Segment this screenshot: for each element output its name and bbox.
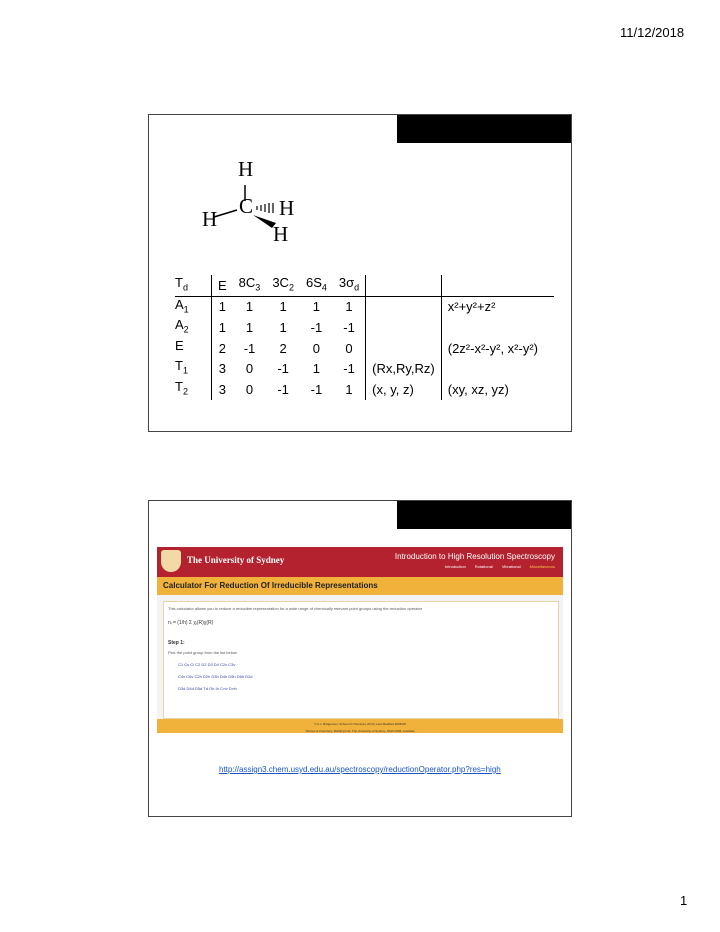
char-row-a2: $A_2$ 1 1 1 -1 -1 [175, 317, 554, 338]
reduction-operator-link[interactable]: http://assign3.chem.usyd.edu.au/spectroscopy/reductionOperator.php?res=high [219, 765, 501, 774]
atom-h-bottom: H [273, 222, 289, 246]
slide-date: 11/12/2018 [620, 25, 685, 40]
point-group-list-2[interactable]: C4v C6v C2h D2h D3h D4h D5h D6h D2d [178, 674, 253, 679]
nav-rotational[interactable]: Rotational [474, 564, 493, 569]
nav-vibrational[interactable]: Vibrational [501, 564, 521, 569]
university-name: The University of Sydney [187, 555, 285, 565]
university-crest-icon [161, 550, 181, 572]
calculator-title: Calculator For Reduction Of Irreducible Representations [163, 581, 378, 590]
methane-structure [199, 155, 319, 245]
atom-c: C [239, 194, 254, 218]
site-header [157, 547, 563, 577]
nav-miscellaneous[interactable]: Miscellaneous [529, 564, 555, 569]
op-3C2: $3C_2$ [266, 275, 300, 296]
char-row-e: E 2 -1 2 0 0 (2z²-x²-y², x²-y²) [175, 338, 554, 359]
point-group-list-1[interactable]: C1 Cs Ci C2 D2 D3 D4 C2v C3v [178, 662, 236, 667]
char-row-t2: $T_2$ 3 0 -1 -1 1 (x, y, z) (xy, xz, yz) [175, 379, 554, 400]
reduction-formula: nᵢ = (1/h) Σ χᵢ(R)χ(R) [168, 620, 214, 626]
point-group-list-3[interactable]: D3d D4d D5d Td Oh Ih C∞v D∞h [178, 686, 237, 691]
quadratic-col [441, 275, 554, 296]
nav-introduction[interactable]: Introduction [444, 564, 466, 569]
step-text: Pick the point group from the list below [168, 650, 237, 655]
slide-title-bar [397, 115, 571, 143]
page-number: 1 [680, 893, 688, 908]
calculator-title-bar [157, 577, 563, 595]
site-nav [445, 564, 555, 569]
atom-h-right: H [279, 196, 295, 220]
character-table-td [175, 275, 554, 400]
point-group-label: $T_d$ [175, 275, 212, 296]
website-screenshot [157, 547, 563, 733]
atom-h-top: H [238, 157, 254, 181]
site-footer: © A.J. Bridgeman, School of Chemistry 2014 | Last Modified 2008-08 School of Chemistry, Building F11, The University of Sydney, NSW 2006, Australia [157, 719, 563, 733]
op-3sigmad: $3\sigma_d$ [333, 275, 366, 296]
op-8C3: $8C_3$ [233, 275, 267, 296]
atom-h-left: H [202, 207, 218, 231]
course-title: Introduction to High Resolution Spectroscopy [394, 552, 555, 561]
char-row-t1: $T_1$ 3 0 -1 1 -1 (Rx,Ry,Rz) [175, 358, 554, 379]
slide-title-bar [397, 501, 571, 529]
op-E: E [212, 275, 233, 296]
char-row-a1: $A_1$ 1 1 1 1 1 x²+y²+z² [175, 296, 554, 317]
linear-col [366, 275, 442, 296]
slide-2 [148, 500, 572, 817]
intro-text: This calculator allows you to reduce a reducible representation for a wide range of chemically relevant point groups using the reduction operator [168, 606, 423, 611]
slide-1 [148, 114, 572, 432]
step-title: Step 1: [168, 640, 185, 646]
op-6S4: $6S_4$ [300, 275, 333, 296]
char-table-header [175, 275, 554, 296]
calculator-body [163, 601, 559, 719]
